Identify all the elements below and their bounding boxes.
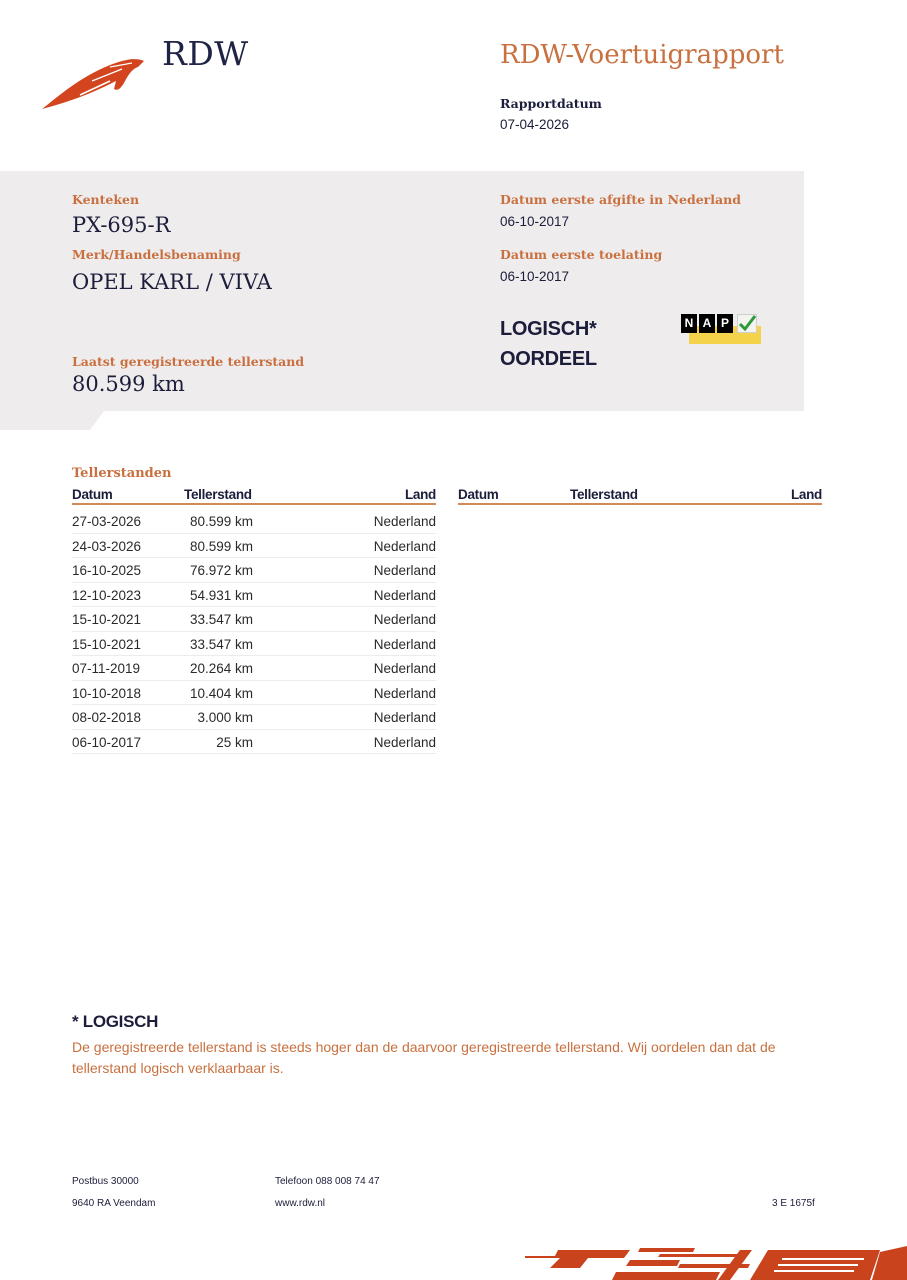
nap-letter-a: A: [699, 314, 715, 333]
footnote-text: De geregistreerde tellerstand is steeds hoger dan de daarvoor geregistreerde tellerstand. Wij oordelen dan dat de tellerstand logisch verklaarbaar is.: [72, 1039, 776, 1076]
report-date-value: 07-04-2026: [500, 117, 570, 132]
cell-datum: 06-10-2017: [72, 734, 142, 750]
cell-tellerstand: 80.599 km: [189, 514, 253, 529]
nap-letter-p: P: [717, 314, 733, 333]
column-header-tellerstand: Tellerstand: [570, 487, 638, 502]
merk-value: OPEL KARL / VIVA: [72, 270, 272, 294]
last-odometer-value: 80.599 km: [72, 372, 185, 396]
first-issue-nl-value: 06-10-2017: [500, 214, 570, 229]
table-row: [72, 681, 436, 706]
cell-land: Nederland: [373, 734, 436, 750]
cell-tellerstand: 80.599 km: [189, 538, 253, 554]
footer-city: 9640 RA Veendam: [72, 1198, 156, 1209]
rdw-logo-text: RDW: [162, 34, 249, 73]
verdict-line-2: OORDEEL: [500, 348, 597, 370]
kenteken-label: Kenteken: [72, 192, 140, 207]
cell-tellerstand: 25 km: [216, 734, 253, 750]
cell-datum: 15-10-2021: [72, 636, 142, 652]
report-title: RDW-Voertuigrapport: [500, 40, 784, 70]
verdict-line-1: LOGISCH*: [500, 318, 597, 340]
column-header-tellerstand: Tellerstand: [184, 487, 252, 502]
table-row: [72, 730, 436, 755]
cell-tellerstand: 54.931 km: [189, 587, 253, 603]
footer-postbus: Postbus 30000: [72, 1176, 139, 1187]
table-row: [72, 583, 436, 608]
cell-land: Nederland: [373, 685, 436, 701]
cell-datum: 16-10-2025: [72, 563, 142, 578]
cell-land: Nederland: [373, 710, 436, 725]
cell-datum: 08-02-2018: [72, 710, 142, 725]
cell-datum: 27-03-2026: [72, 514, 142, 529]
report-date-label: Rapportdatum: [500, 96, 602, 111]
odometer-table-right: [458, 487, 822, 505]
cell-land: Nederland: [373, 661, 436, 676]
last-odometer-label: Laatst geregistreerde tellerstand: [72, 354, 305, 369]
column-header-datum: Datum: [458, 487, 499, 502]
table-header: [72, 487, 436, 505]
table-header: [458, 487, 822, 505]
cell-datum: 15-10-2021: [72, 612, 142, 627]
footer-phone: Telefoon 088 008 74 47: [275, 1176, 380, 1187]
table-row: [72, 632, 436, 657]
table-row: [72, 558, 436, 583]
cell-tellerstand: 20.264 km: [189, 661, 253, 676]
cell-tellerstand: 33.547 km: [189, 636, 253, 652]
footer-document-code: 3 E 1675f: [772, 1198, 815, 1209]
cell-land: Nederland: [373, 587, 436, 603]
table-row: [72, 509, 436, 534]
cell-datum: 24-03-2026: [72, 538, 142, 554]
odometer-table-left: [72, 487, 436, 754]
cell-land: Nederland: [373, 514, 436, 529]
footnote-title: * LOGISCH: [72, 1012, 159, 1031]
table-row: [72, 534, 436, 559]
nap-letter-n: N: [681, 314, 697, 333]
footer-website[interactable]: www.rdw.nl: [275, 1198, 326, 1209]
table-row: [72, 705, 436, 730]
cell-tellerstand: 10.404 km: [189, 685, 253, 701]
rdw-wing-logo-icon: [40, 55, 150, 111]
first-admission-label: Datum eerste toelating: [500, 247, 663, 262]
first-admission-value: 06-10-2017: [500, 269, 570, 284]
rdw-stripes-decoration-icon: [520, 1246, 907, 1280]
cell-tellerstand: 3.000 km: [197, 710, 253, 725]
cell-land: Nederland: [373, 636, 436, 652]
merk-label: Merk/Handelsbenaming: [72, 247, 241, 262]
table-row: [72, 607, 436, 632]
cell-tellerstand: 76.972 km: [189, 563, 253, 578]
cell-datum: 10-10-2018: [72, 685, 142, 701]
checkmark-icon: [737, 314, 757, 333]
column-header-datum: Datum: [72, 487, 113, 502]
cell-datum: 12-10-2023: [72, 587, 142, 603]
cell-land: Nederland: [373, 563, 436, 578]
first-issue-nl-label: Datum eerste afgifte in Nederland: [500, 192, 741, 207]
kenteken-value: PX-695-R: [72, 213, 171, 237]
column-header-land: Land: [404, 487, 436, 502]
cell-datum: 07-11-2019: [72, 661, 141, 676]
cell-land: Nederland: [373, 612, 436, 627]
cell-land: Nederland: [373, 538, 436, 554]
column-header-land: Land: [790, 487, 822, 502]
table-row: [72, 656, 436, 681]
nap-badge: [681, 314, 761, 344]
cell-tellerstand: 33.547 km: [189, 612, 253, 627]
odometer-section-title: Tellerstanden: [72, 466, 172, 481]
